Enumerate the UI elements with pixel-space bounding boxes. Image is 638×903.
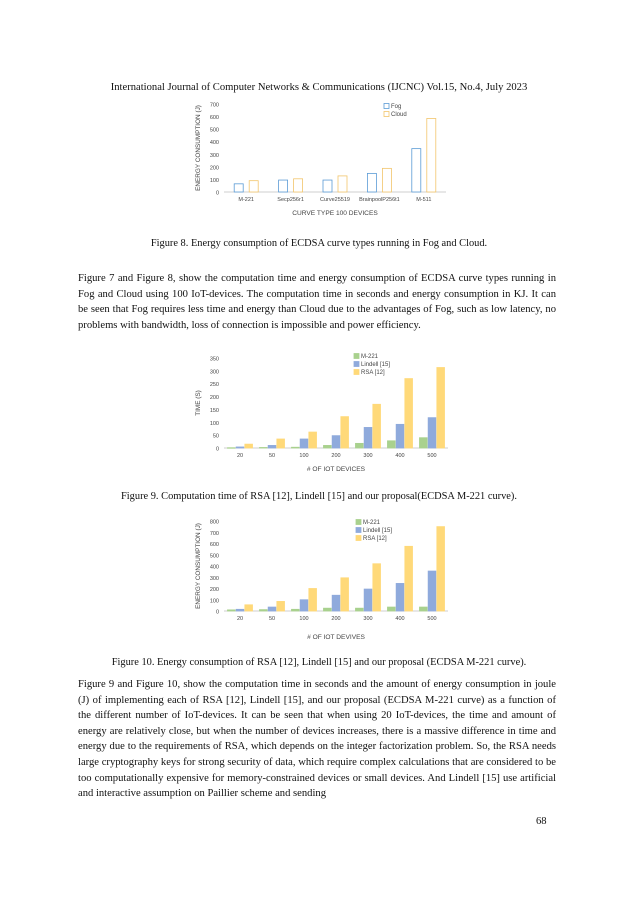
legend-label: M-221 xyxy=(361,354,379,360)
bar-m-221-50 xyxy=(259,447,267,448)
y-tick-label: 400 xyxy=(209,564,219,571)
bar-cloud-m-511 xyxy=(427,118,436,192)
y-tick-label: 0 xyxy=(215,609,219,616)
bar-m-221-50 xyxy=(259,610,267,611)
y-tick-label: 150 xyxy=(209,407,219,414)
y-tick-label: 0 xyxy=(215,190,219,197)
bar-m-221-400 xyxy=(387,607,395,611)
bar-rsa-12--300 xyxy=(373,564,381,611)
legend-label: M-221 xyxy=(363,520,381,526)
legend-swatch-m-221 xyxy=(356,520,361,525)
bar-m-221-300 xyxy=(355,443,363,448)
y-tick-label: 500 xyxy=(209,553,219,560)
legend-swatch-lindell-15- xyxy=(356,528,361,533)
bar-lindell-15--500 xyxy=(428,418,436,448)
x-tick-label: BrainpoolP256t1 xyxy=(359,197,400,203)
bar-lindell-15--400 xyxy=(396,424,404,448)
y-tick-label: 300 xyxy=(209,575,219,582)
x-tick-label: 200 xyxy=(331,453,341,459)
bar-rsa-12--20 xyxy=(245,444,253,448)
bar-rsa-12--200 xyxy=(341,417,349,448)
x-axis-title: # OF IOT DEVIVES xyxy=(307,634,365,641)
y-axis-title: ENERGY CONSUMPTION (J) xyxy=(195,523,202,609)
paragraph-1: Figure 7 and Figure 8, show the computation time and energy consumption of ECDSA curve types running in Fog and Cloud using 100 IoT-devices. The computation time in seconds and energy consumption in KJ. It can be seen that Fog requires less time and energy than Cloud due to the advantages of Fog, such as low latency, no problems with bandwidth, loss of connection is impossible and power efficiency. xyxy=(78,273,556,331)
x-tick-label: 300 xyxy=(363,616,373,622)
y-tick-label: 350 xyxy=(209,356,219,363)
legend-swatch-rsa-12- xyxy=(356,536,361,541)
journal-header: International Journal of Computer Networks & Communications (IJCNC) Vol.15, No.4, July 2023 xyxy=(110,82,528,93)
y-tick-label: 250 xyxy=(209,382,219,389)
x-tick-label: M-221 xyxy=(238,197,254,203)
bar-rsa-12--500 xyxy=(437,527,445,611)
bar-rsa-12--100 xyxy=(309,589,317,612)
x-axis-title: # OF IOT DEVICES xyxy=(306,466,366,473)
x-axis-title: CURVE TYPE 100 DEVICES xyxy=(292,210,378,217)
legend-swatch-fog xyxy=(384,104,389,109)
y-tick-label: 400 xyxy=(209,140,219,147)
bar-cloud-brainpoolp256t1 xyxy=(382,168,391,192)
bar-m-221-400 xyxy=(387,441,395,448)
paragraph-2: Figure 9 and Figure 10, show the computation time in seconds and the amount of energy consumption in joule (J) of implementing each of RSA [12], Lindell [15], and our proposal (ECDSA M-221 curve) as a function of the different number of IoT-devices. It can be seen that when using 20 IoT-devices, the time and amount of energy are relatively close, but when the number of devices increases, there is a massive difference in time and energy due to the requirements of RSA, which depends on the integer factorization problem. So, the RSA needs large cryptography keys for strong security of data, which require complex calculations that are considered to be too computationally expensive for memory-constrained devices or small devices. And Lindell [15] use artificial and interactive assumption on Paillier scheme and sending xyxy=(78,679,556,800)
figure-9-chart xyxy=(192,350,454,478)
y-tick-label: 100 xyxy=(209,598,219,605)
x-tick-label: 50 xyxy=(268,616,276,622)
x-tick-label: 20 xyxy=(236,616,244,622)
legend-swatch-lindell-15- xyxy=(354,362,359,367)
x-tick-label: M-511 xyxy=(416,197,432,203)
y-tick-label: 700 xyxy=(209,530,219,537)
legend-label: RSA [12] xyxy=(363,536,387,542)
bar-m-221-20 xyxy=(227,448,235,449)
bar-rsa-12--50 xyxy=(277,439,285,448)
legend-label: Lindell [15] xyxy=(361,362,391,368)
y-tick-label: 600 xyxy=(209,115,219,122)
x-tick-label: 100 xyxy=(299,453,309,459)
bar-lindell-15--300 xyxy=(364,589,372,611)
y-tick-label: 300 xyxy=(209,152,219,159)
x-tick-label: 100 xyxy=(299,616,309,622)
bar-lindell-15--100 xyxy=(300,600,308,611)
y-tick-label: 800 xyxy=(209,519,219,526)
bar-m-221-200 xyxy=(323,608,331,611)
y-axis-title: ENERGY CONSUMPTION (J) xyxy=(195,105,202,191)
y-tick-label: 600 xyxy=(209,542,219,548)
figure-8-caption: Figure 8. Energy consumption of ECDSA curve types running in Fog and Cloud. xyxy=(150,238,488,249)
x-tick-label: Secp256r1 xyxy=(277,197,304,203)
bar-rsa-12--400 xyxy=(405,546,413,611)
y-tick-label: 300 xyxy=(209,369,219,376)
x-tick-label: 400 xyxy=(395,616,405,622)
y-tick-label: 50 xyxy=(212,433,219,440)
bar-rsa-12--20 xyxy=(245,605,253,611)
y-tick-label: 0 xyxy=(215,446,219,453)
bar-fog-m-511 xyxy=(412,149,421,192)
y-tick-label: 200 xyxy=(209,165,219,172)
bar-cloud-secp256r1 xyxy=(294,179,303,192)
bar-lindell-15--200 xyxy=(332,595,340,611)
bar-fog-m-221 xyxy=(234,184,243,192)
x-tick-label: 20 xyxy=(236,453,244,459)
bar-lindell-15--50 xyxy=(268,445,276,448)
bar-rsa-12--300 xyxy=(373,404,381,448)
x-tick-label: 400 xyxy=(395,453,405,459)
bar-m-221-100 xyxy=(291,609,299,611)
x-tick-label: 50 xyxy=(268,453,276,459)
x-tick-label: 200 xyxy=(331,616,341,622)
bar-m-221-500 xyxy=(419,438,427,448)
bar-m-221-200 xyxy=(323,445,331,448)
x-tick-label: Curve25519 xyxy=(320,197,350,203)
bar-lindell-15--100 xyxy=(300,439,308,448)
bar-fog-secp256r1 xyxy=(279,180,288,192)
y-tick-label: 100 xyxy=(209,177,219,184)
x-tick-label: 500 xyxy=(427,453,437,459)
bar-cloud-m-221 xyxy=(249,181,258,192)
bar-rsa-12--500 xyxy=(437,368,445,448)
legend-label: Fog xyxy=(391,104,402,110)
figure-10-chart xyxy=(192,513,454,645)
y-tick-label: 500 xyxy=(209,127,219,134)
bar-rsa-12--400 xyxy=(405,379,413,448)
y-tick-label: 200 xyxy=(209,395,219,402)
bar-lindell-15--20 xyxy=(236,447,244,448)
legend-swatch-rsa-12- xyxy=(354,370,359,375)
bar-lindell-15--500 xyxy=(428,571,436,611)
bar-m-221-500 xyxy=(419,607,427,611)
bar-m-221-300 xyxy=(355,608,363,611)
figure-9-caption: Figure 9. Computation time of RSA [12], Lindell [15] and our proposal(ECDSA M-221 curve). xyxy=(121,491,517,502)
bar-rsa-12--200 xyxy=(341,578,349,611)
legend-swatch-cloud xyxy=(384,112,389,117)
bar-cloud-curve25519 xyxy=(338,176,347,192)
bar-lindell-15--50 xyxy=(268,607,276,611)
bar-m-221-20 xyxy=(227,610,235,611)
y-tick-label: 700 xyxy=(209,102,219,109)
legend-label: Lindell [15] xyxy=(363,528,393,534)
bar-fog-brainpoolp256t1 xyxy=(367,173,376,192)
y-tick-label: 100 xyxy=(209,420,219,427)
page-number: 68 xyxy=(536,816,547,827)
bar-rsa-12--100 xyxy=(309,432,317,448)
bar-m-221-100 xyxy=(291,447,299,448)
bar-lindell-15--400 xyxy=(396,583,404,611)
bar-rsa-12--50 xyxy=(277,601,285,611)
figure-10-caption: Figure 10. Energy consumption of RSA [12], Lindell [15] and our proposal (ECDSA M-221 curve). xyxy=(111,657,527,668)
x-tick-label: 300 xyxy=(363,453,373,459)
legend-label: Cloud xyxy=(391,112,407,118)
x-tick-label: 500 xyxy=(427,616,437,622)
bar-fog-curve25519 xyxy=(323,180,332,192)
legend-label: RSA [12] xyxy=(361,370,385,376)
y-axis-title: TIME (S) xyxy=(195,390,202,416)
bar-lindell-15--200 xyxy=(332,436,340,448)
bar-lindell-15--20 xyxy=(236,609,244,611)
legend-swatch-m-221 xyxy=(354,354,359,359)
figure-8-chart xyxy=(192,96,452,222)
y-tick-label: 200 xyxy=(209,587,219,593)
bar-lindell-15--300 xyxy=(364,427,372,448)
